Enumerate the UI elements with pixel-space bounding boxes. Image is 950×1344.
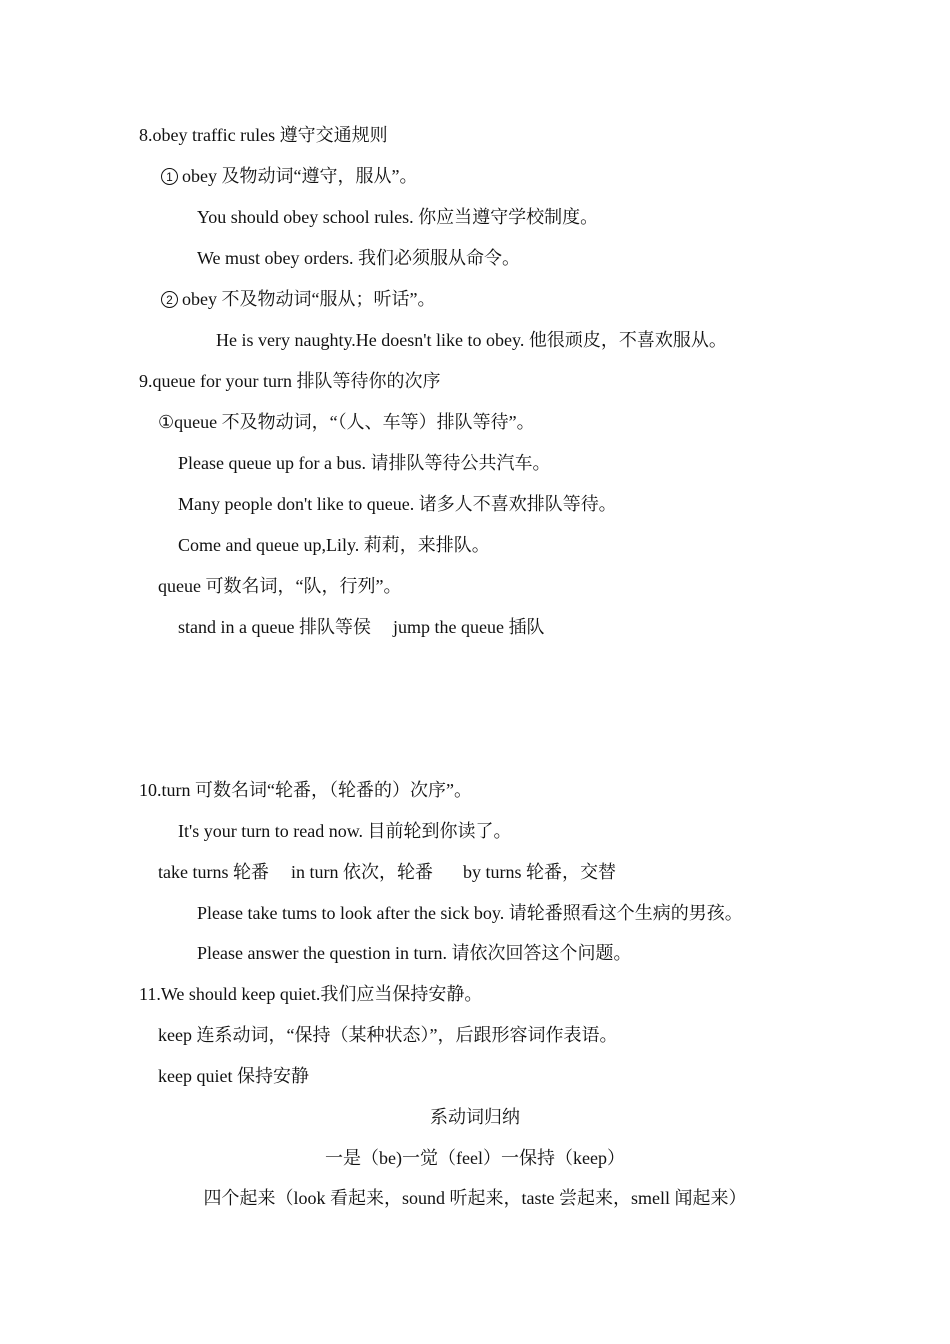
section-8-point-1 xyxy=(161,165,417,187)
section-8-example-3: He is very naughty.He doesn't like to obey. 他很顽皮，不喜欢服从。 xyxy=(216,330,727,350)
section-8-heading: 8.obey traffic rules 遵守交通规则 xyxy=(139,125,388,145)
section-9-point-1: ①queue 不及物动词，“（人、车等）排队等待”。 xyxy=(158,412,535,432)
section-11-heading: 11.We should keep quiet.我们应当保持安静。 xyxy=(139,984,483,1004)
section-10-example-1: It's your turn to read now. 目前轮到你读了。 xyxy=(178,821,512,841)
section-9-example-1: Please queue up for a bus. 请排队等待公共汽车。 xyxy=(178,453,551,473)
phrase-stand-in-a-queue: stand in a queue 排队等侯 xyxy=(178,617,371,637)
phrase-by-turns: by turns 轮番，交替 xyxy=(462,862,616,882)
section-8-point-1-text: obey 及物动词“遵守，服从”。 xyxy=(182,166,418,186)
section-10-example-3: Please answer the question in turn. 请依次回答这个问题。 xyxy=(197,943,632,963)
section-9-phrases xyxy=(178,616,544,638)
section-11-phrase: keep quiet 保持安静 xyxy=(158,1066,309,1086)
section-9-heading: 9.queue for your turn 排队等待你的次序 xyxy=(139,371,441,391)
section-10-phrases xyxy=(158,861,616,883)
section-9-example-3: Come and queue up,Lily. 莉莉，来排队。 xyxy=(178,535,490,555)
section-8-point-2-text: obey 不及物动词“服从；听话”。 xyxy=(182,289,436,309)
section-9-point-2: queue 可数名词，“队，行列”。 xyxy=(158,576,402,596)
circled-number-2: 2 xyxy=(161,291,178,308)
summary-line-2: 四个起来（look 看起来，sound 听起来，taste 尝起来，smell 闻起来） xyxy=(203,1188,747,1208)
section-10-heading: 10.turn 可数名词“轮番，（轮番的）次序”。 xyxy=(139,780,472,800)
summary-title: 系动词归纳 xyxy=(430,1107,520,1127)
section-8-example-1: You should obey school rules. 你应当遵守学校制度。 xyxy=(197,207,599,227)
section-8-example-2: We must obey orders. 我们必须服从命令。 xyxy=(197,248,521,268)
section-8-point-2 xyxy=(161,288,435,310)
section-10-example-2: Please take tums to look after the sick boy. 请轮番照看这个生病的男孩。 xyxy=(197,903,743,923)
phrase-jump-the-queue: jump the queue 插队 xyxy=(392,617,545,637)
section-9-example-2: Many people don't like to queue. 诸多人不喜欢排队等待。 xyxy=(178,494,617,514)
phrase-take-turns: take turns 轮番 xyxy=(158,862,269,882)
circled-number-1: 1 xyxy=(161,168,178,185)
section-11-point-1: keep 连系动词，“保持（某种状态）”，后跟形容词作表语。 xyxy=(158,1025,618,1045)
summary-line-1: 一是（be)一觉（feel）一保持（keep） xyxy=(325,1148,625,1168)
phrase-in-turn: in turn 依次，轮番 xyxy=(290,862,433,882)
